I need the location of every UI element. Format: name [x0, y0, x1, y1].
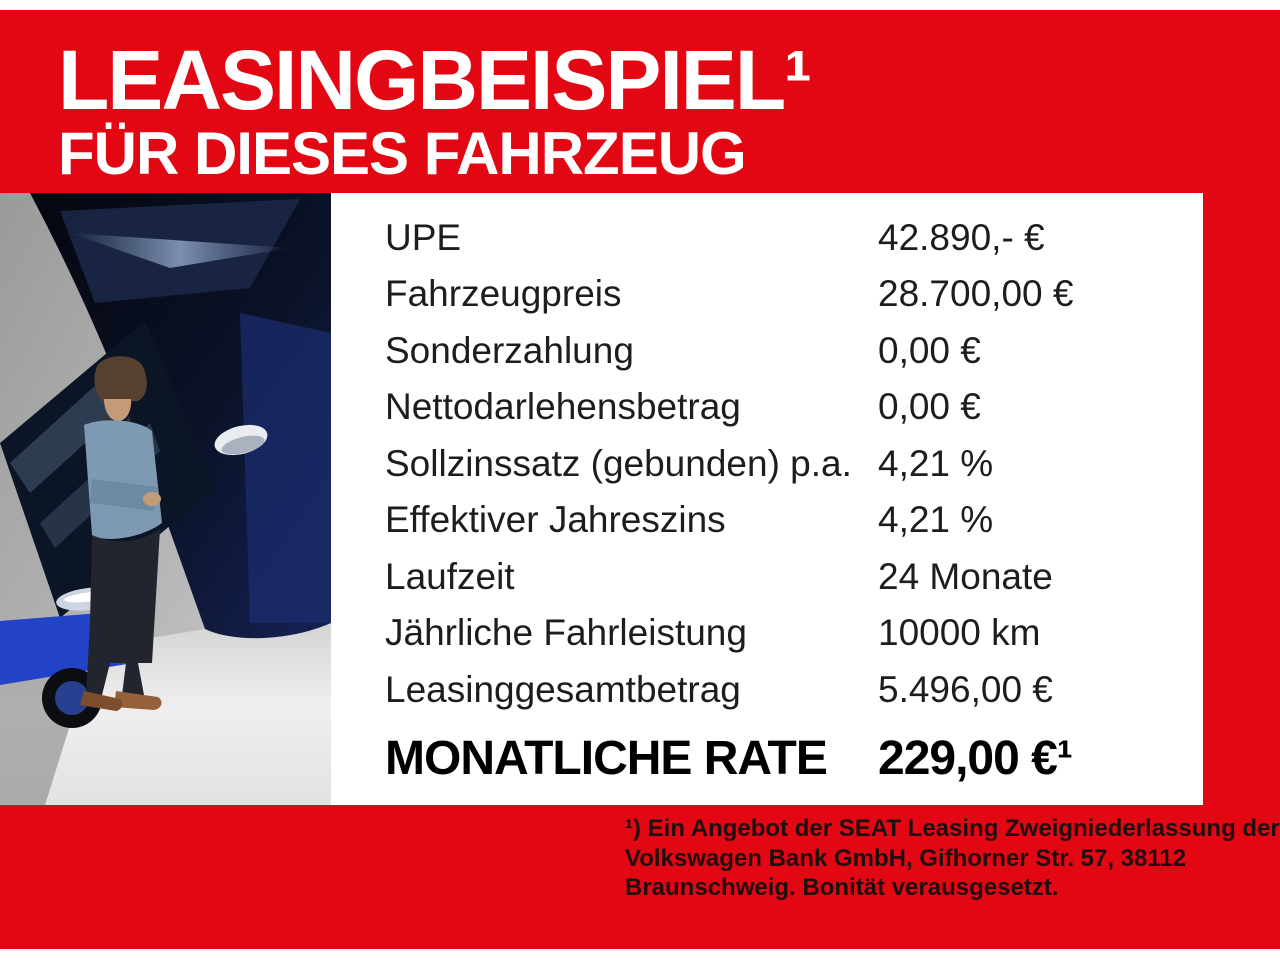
vehicle-photo-illustration — [0, 193, 331, 805]
row-value: 28.700,00 € — [878, 273, 1074, 315]
row-value: 5.496,00 € — [878, 668, 1053, 710]
legal-footnote — [625, 814, 1280, 903]
row-value: 4,21 % — [878, 499, 994, 541]
monthly-rate-value: 229,00 €¹ — [878, 731, 1072, 785]
row-label: Fahrzeugpreis — [385, 273, 622, 315]
row-label: UPE — [385, 216, 462, 258]
row-label: Effektiver Jahreszins — [385, 499, 726, 541]
bottom-white-strip — [0, 949, 1280, 960]
top-white-strip — [0, 0, 1280, 10]
table-row — [385, 266, 1193, 323]
table-row — [385, 322, 1193, 379]
row-label: Sonderzahlung — [385, 329, 634, 371]
row-label: Jährliche Fahrleistung — [385, 612, 747, 654]
monthly-rate-label: MONATLICHE RATE — [385, 731, 827, 785]
row-value: 10000 km — [878, 612, 1041, 654]
table-row — [385, 379, 1193, 436]
table-row — [385, 661, 1193, 718]
footnote-line: ¹) Ein Angebot der SEAT Leasing Zweigniederlassung der — [625, 815, 1280, 842]
table-row — [385, 435, 1193, 492]
row-label: Leasinggesamtbetrag — [385, 668, 741, 710]
table-row — [385, 492, 1193, 549]
row-label: Laufzeit — [385, 555, 515, 597]
leasing-table — [385, 209, 1193, 718]
table-row — [385, 209, 1193, 266]
row-value: 42.890,- € — [878, 216, 1045, 258]
page-title: LEASINGBEISPIEL¹ — [58, 33, 811, 127]
row-value: 24 Monate — [878, 555, 1053, 597]
row-value: 0,00 € — [878, 386, 981, 428]
footnote-line: Braunschweig. Bonität verausgesetzt. — [625, 874, 1059, 901]
leasing-data-panel — [331, 193, 1203, 805]
row-value: 4,21 % — [878, 442, 994, 484]
footnote-line: Volkswagen Bank GmbH, Gifhorner Str. 57, 38112 — [625, 844, 1187, 872]
monthly-rate-row — [385, 728, 1193, 788]
table-row — [385, 548, 1193, 605]
row-value: 0,00 € — [878, 329, 981, 371]
table-row — [385, 605, 1193, 662]
row-label: Nettodarlehensbetrag — [385, 386, 741, 428]
page-subtitle: FÜR DIESES FAHRZEUG — [58, 120, 746, 187]
vehicle-photo — [0, 193, 331, 805]
row-label: Sollzinssatz (gebunden) p.a. — [385, 442, 852, 484]
